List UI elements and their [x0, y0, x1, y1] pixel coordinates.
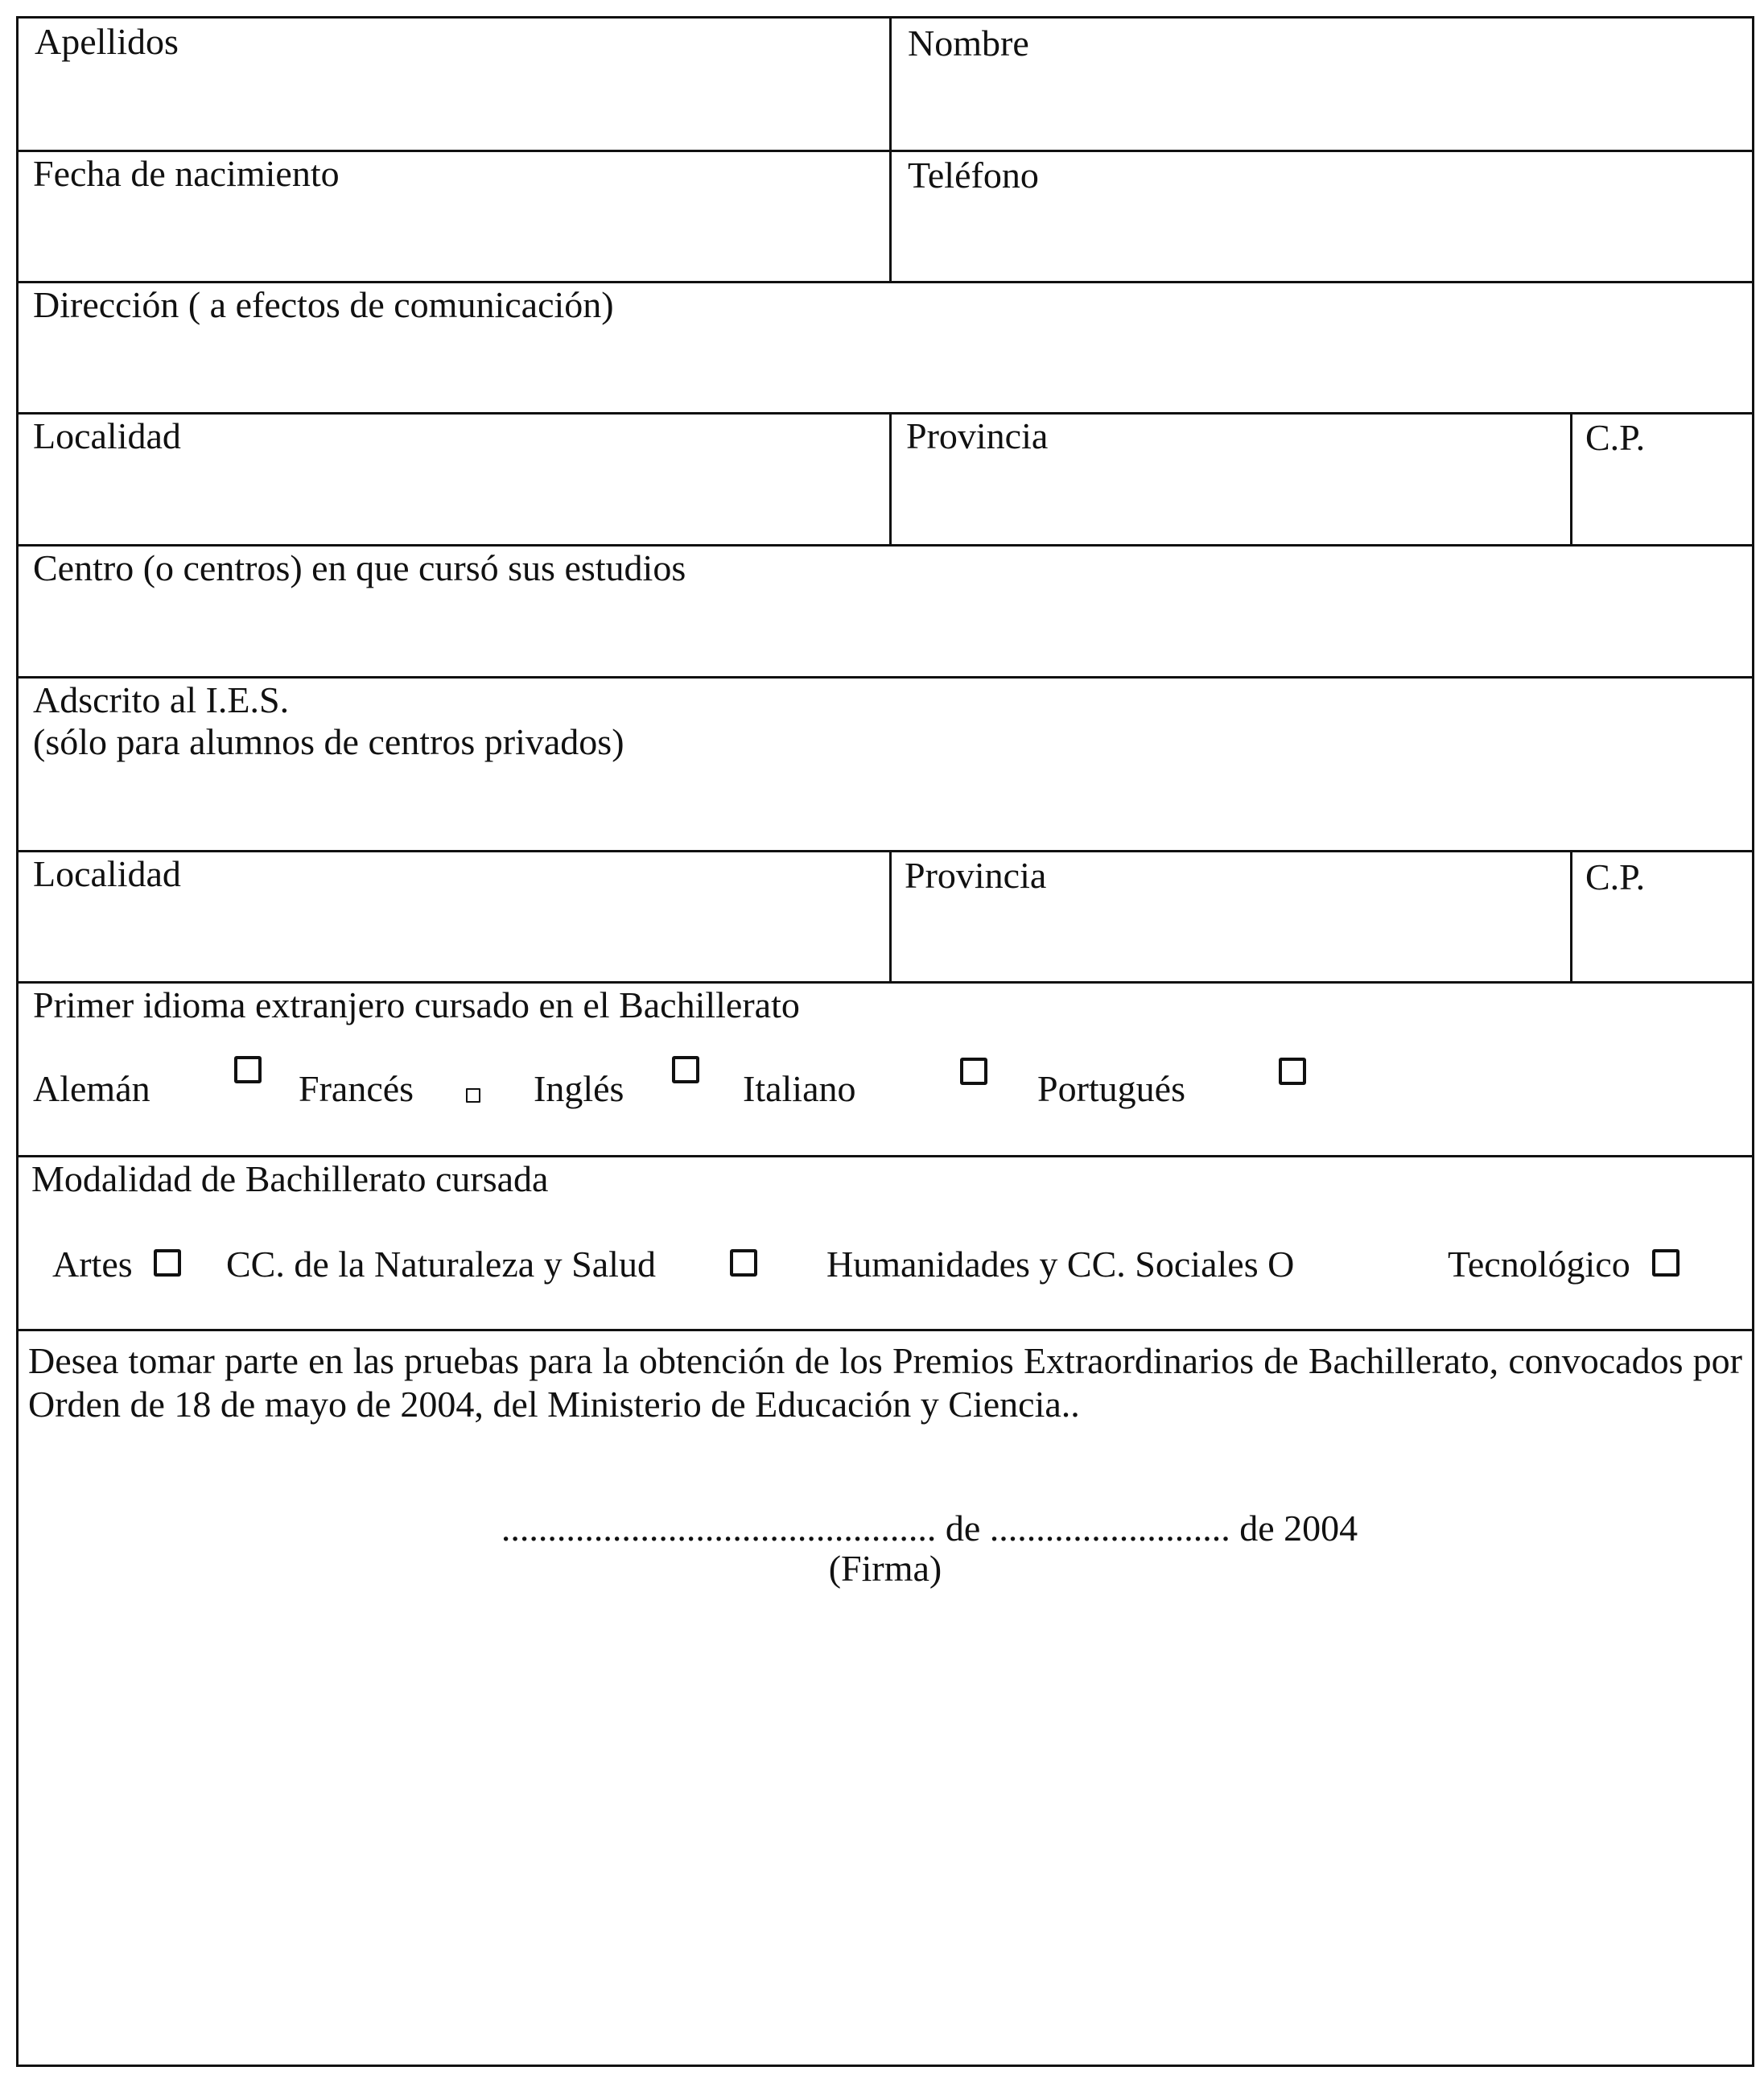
telefono-field[interactable] — [889, 152, 1752, 281]
nombre-field[interactable] — [889, 19, 1752, 150]
checkbox-portugues[interactable] — [1279, 1058, 1306, 1085]
centro-field[interactable] — [19, 547, 1752, 676]
adscrito-note: (sólo para alumnos de centros privados) — [33, 721, 624, 762]
application-form — [16, 16, 1754, 2067]
row-centro — [19, 547, 1752, 679]
idioma-option-frances: Francés — [299, 1068, 414, 1109]
row-adscrito — [19, 679, 1752, 852]
row-fecha-telefono — [19, 152, 1752, 283]
idioma-option-aleman: Alemán — [33, 1068, 150, 1109]
idioma-option-portugues: Portugués — [1037, 1068, 1185, 1109]
localidad-field-2[interactable] — [19, 852, 889, 981]
direccion-label: Dirección ( a efectos de comunicación) — [33, 284, 614, 325]
apellidos-field[interactable] — [19, 19, 889, 150]
checkbox-artes[interactable] — [154, 1249, 181, 1277]
row-localidad-2 — [19, 852, 1752, 984]
localidad-label-2: Localidad — [33, 853, 181, 894]
centro-label: Centro (o centros) en que cursó sus estudios — [33, 547, 686, 588]
direccion-field[interactable] — [19, 283, 1752, 412]
cp-field-1[interactable] — [1570, 415, 1752, 544]
declaracion-text: Desea tomar parte en las pruebas para la obtención de los Premios Extraordinarios de Bachillerato, convocados por Orden de 18 de mayo de 2004, del Ministerio de Educación y Ciencia.. — [28, 1340, 1742, 1425]
checkbox-naturaleza-salud[interactable] — [730, 1249, 757, 1277]
modalidad-option-artes: Artes — [52, 1244, 133, 1285]
localidad-label-1: Localidad — [33, 415, 181, 456]
telefono-label: Teléfono — [908, 155, 1039, 196]
row-localidad-1 — [19, 415, 1752, 547]
signature-label: (Firma) — [828, 1548, 942, 1589]
checkbox-tecnologico[interactable] — [1652, 1249, 1680, 1277]
row-idioma — [19, 984, 1752, 1157]
fecha-nacimiento-field[interactable] — [19, 152, 889, 281]
row-direccion — [19, 283, 1752, 415]
provincia-field-1[interactable] — [889, 415, 1570, 544]
row-modalidad — [19, 1157, 1752, 1331]
nombre-label: Nombre — [908, 23, 1029, 64]
checkbox-frances[interactable] — [466, 1088, 480, 1103]
idioma-option-italiano: Italiano — [743, 1068, 856, 1109]
date-line[interactable]: ............................................... de .......................... de 2004 — [501, 1508, 1358, 1549]
adscrito-label: Adscrito al I.E.S. — [33, 679, 290, 720]
provincia-label-2: Provincia — [905, 855, 1047, 896]
modalidad-title: Modalidad de Bachillerato cursada — [31, 1158, 549, 1199]
row-declaracion — [19, 1331, 1752, 2065]
apellidos-label: Apellidos — [35, 21, 179, 62]
idioma-option-ingles: Inglés — [534, 1068, 624, 1109]
checkbox-ingles[interactable] — [672, 1056, 699, 1083]
modalidad-option-naturaleza-salud: CC. de la Naturaleza y Salud — [226, 1244, 656, 1285]
checkbox-italiano[interactable] — [960, 1058, 987, 1085]
localidad-field-1[interactable] — [19, 415, 889, 544]
row-apellidos-nombre — [19, 19, 1752, 152]
checkbox-aleman[interactable] — [234, 1056, 262, 1083]
cp-label-2: C.P. — [1585, 856, 1646, 897]
modalidad-option-humanidades[interactable]: Humanidades y CC. Sociales O — [826, 1244, 1295, 1285]
adscrito-field[interactable] — [19, 679, 1752, 850]
modalidad-options — [19, 1243, 1752, 1291]
provincia-label-1: Provincia — [906, 415, 1049, 456]
idioma-title: Primer idioma extranjero cursado en el Bachillerato — [33, 984, 800, 1025]
cp-field-2[interactable] — [1570, 852, 1752, 981]
modalidad-option-tecnologico: Tecnológico — [1448, 1244, 1630, 1285]
provincia-field-2[interactable] — [889, 852, 1570, 981]
idioma-options — [19, 1067, 1752, 1116]
fecha-nacimiento-label: Fecha de nacimiento — [33, 153, 340, 194]
cp-label-1: C.P. — [1585, 417, 1646, 458]
